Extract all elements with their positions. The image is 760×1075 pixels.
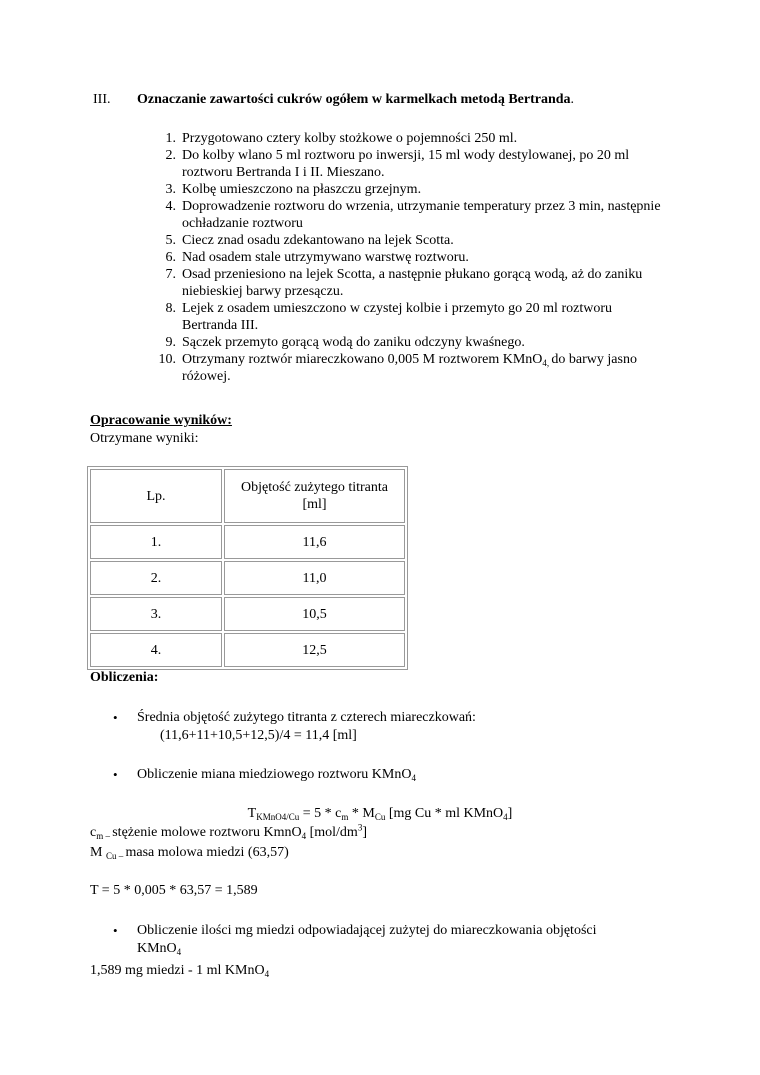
bullet-icon: • <box>113 710 118 725</box>
list-item <box>148 300 668 334</box>
step-text: Sączek przemyto gorącą wodą do zaniku odczyny kwaśnego. <box>182 335 525 350</box>
cell-volume: 10,5 <box>224 597 405 631</box>
cell-volume: 11,0 <box>224 561 405 595</box>
cell-lp: 2. <box>90 561 222 595</box>
formula-part: ] <box>507 806 513 821</box>
formula-part: = 5 * c <box>299 806 342 821</box>
formula-part: * M <box>348 806 375 821</box>
procedure-steps <box>148 130 668 385</box>
titer-result: T = 5 * 0,005 * 63,57 = 1,589 <box>90 883 258 898</box>
cell-volume: 11,6 <box>224 525 405 559</box>
list-item <box>148 232 668 249</box>
results-heading: Opracowanie wyników: <box>90 413 232 428</box>
def-c-symbol: c <box>90 825 97 840</box>
table-row <box>90 561 405 595</box>
bullet-icon: • <box>113 923 118 938</box>
header-volume-text: Objętość zużytego titranta [ml] <box>241 480 388 512</box>
bullet-text-copper-line2 <box>137 940 181 957</box>
table-row <box>90 525 405 559</box>
average-formula: (11,6+11+10,5+12,5)/4 = 11,4 [ml] <box>160 728 357 743</box>
table-row <box>90 597 405 631</box>
formula-t: T <box>247 806 257 821</box>
copper-equivalence <box>90 962 269 979</box>
step-number: 10. <box>158 352 176 367</box>
def-m-text: masa molowa miedzi (63,57) <box>125 845 289 860</box>
list-item <box>148 351 668 385</box>
def-c-superscript: 3 <box>357 822 363 833</box>
table-row <box>90 633 405 667</box>
step-number: 1. <box>165 131 176 146</box>
titer-formula <box>0 805 760 822</box>
cell-lp: 1. <box>90 525 222 559</box>
def-c-subscript: m – <box>96 831 113 841</box>
bullet-text-copper: Obliczenie ilości mg miedzi odpowiadającej zużytej do miareczkowania objętości <box>137 923 597 938</box>
list-item <box>148 198 668 232</box>
results-table <box>87 466 408 670</box>
formula-part: [mg Cu * ml KMnO <box>385 806 504 821</box>
definition-cm <box>90 824 367 841</box>
def-c-kmno-subscript: 4 <box>301 831 307 841</box>
step-number: 4. <box>165 199 176 214</box>
table-header-row <box>90 469 405 523</box>
step-number: 9. <box>165 335 176 350</box>
kmno4-subscript: 4 <box>176 947 182 957</box>
step-number: 8. <box>165 301 176 316</box>
cell-volume: 12,5 <box>224 633 405 667</box>
bullet-text-titer-main: Obliczenie miana miedziowego roztworu KMnO <box>137 767 412 782</box>
list-item <box>148 249 668 266</box>
step-number: 2. <box>165 148 176 163</box>
step-text: Lejek z osadem umieszczono w czystej kolbie i przemyto go 20 ml roztworu Bertranda III. <box>182 301 612 333</box>
section-title <box>137 91 574 108</box>
step-text-a: Otrzymany roztwór miareczkowano 0,005 M roztworem KMnO <box>182 352 543 367</box>
list-item <box>148 266 668 300</box>
def-c-text: stężenie molowe roztworu KmnO <box>112 825 302 840</box>
def-m-subscript: Cu – <box>105 851 126 861</box>
step-text: Ciecz znad osadu zdekantowano na lejek Scotta. <box>182 233 454 248</box>
step-text: Kolbę umieszczono na płaszczu grzejnym. <box>182 182 422 197</box>
section-title-text: Oznaczanie zawartości cukrów ogółem w karmelkach metodą Bertranda <box>137 92 571 107</box>
bullet-text-titer <box>137 766 416 783</box>
step-number: 6. <box>165 250 176 265</box>
bullet-icon: • <box>113 767 118 782</box>
list-item <box>148 181 668 198</box>
bullet-text-average: Średnia objętość zużytego titranta z czterech miareczkowań: <box>137 710 476 725</box>
header-lp: Lp. <box>90 469 222 523</box>
step-text <box>182 351 668 385</box>
step-text: Osad przeniesiono na lejek Scotta, a następnie płukano gorącą wodą, aż do zaniku niebieskiej barwy przesączu. <box>182 267 643 299</box>
step-text: Do kolby wlano 5 ml roztworu po inwersji, 15 ml wody destylowanej, po 20 ml roztworu Bertranda I i II. Mieszano. <box>182 148 630 180</box>
kmno4-text: KMnO <box>137 941 177 956</box>
step-text: Nad osadem stale utrzymywano warstwę roztworu. <box>182 250 469 265</box>
cell-lp: 3. <box>90 597 222 631</box>
formula-c-subscript: m <box>341 812 349 822</box>
list-item <box>148 147 668 181</box>
def-m-symbol: M <box>90 845 106 860</box>
step-number: 3. <box>165 182 176 197</box>
definition-mcu <box>90 844 289 861</box>
step-number: 7. <box>165 267 176 282</box>
header-volume <box>224 469 405 523</box>
section-title-period: . <box>570 92 575 107</box>
list-item <box>148 130 668 147</box>
list-item <box>148 334 668 351</box>
kmno4-subscript: 4 <box>264 969 270 979</box>
copper-equivalence-text: 1,589 mg miedzi - 1 ml KMnO <box>90 963 265 978</box>
step-number: 5. <box>165 233 176 248</box>
def-c-bracket: ] <box>362 825 367 840</box>
results-subheading: Otrzymane wyniki: <box>90 431 199 446</box>
kmno4-subscript: 4 <box>411 773 416 783</box>
kmno4-subscript: 4, <box>542 358 552 368</box>
formula-m-subscript: Cu <box>374 812 386 822</box>
cell-lp: 4. <box>90 633 222 667</box>
step-text: Doprowadzenie roztworu do wrzenia, utrzymanie temperatury przez 3 min, następnie ochładzanie roztworu <box>182 199 661 231</box>
formula-kmno-subscript: 4 <box>503 812 508 822</box>
formula-t-subscript: KMnO4/Cu <box>256 812 300 822</box>
def-c-unit: [mol/dm <box>306 825 358 840</box>
calculations-heading: Obliczenia: <box>90 670 159 685</box>
step-text-b: do barwy jasno różowej. <box>182 352 637 384</box>
section-number: III. <box>93 92 111 107</box>
step-text: Przygotowano cztery kolby stożkowe o pojemności 250 ml. <box>182 131 518 146</box>
